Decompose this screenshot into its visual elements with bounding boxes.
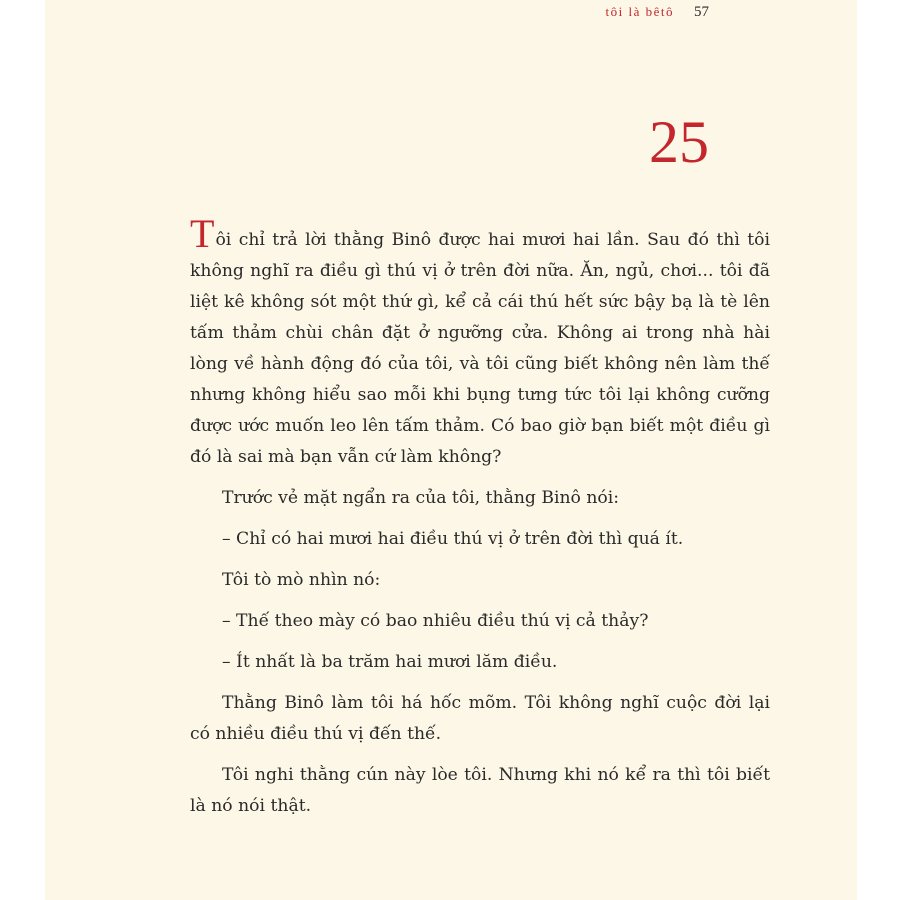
page-header [606,4,710,21]
page-number: 57 [694,4,709,20]
paragraph-1-text: ôi chỉ trả lời thằng Binô được hai mươi hai lần. Sau đó thì tôi không nghĩ ra điều gì thú vị ở trên đời nữa. Ăn, ngủ, chơi... tôi đã liệt kê không sót một thứ gì, kể cả cái thú hết sức bậy bạ là tè lên tấm thảm chùi chân đặt ở ngưỡng cửa. Không ai trong nhà hài lòng về hành động đó của tôi, và tôi cũng biết không nên làm thế nhưng không hiểu sao mỗi khi bụng tưng tức tôi lại không cưỡng được ước muốn leo lên tấm thảm. Có bao giờ bạn biết một điều gì đó là sai mà bạn vẫn cứ làm không? [190,230,770,467]
drop-cap: T [190,211,215,256]
paragraph-1 [190,211,770,473]
book-page [45,0,857,900]
paragraph-7: Thằng Binô làm tôi há hốc mõm. Tôi không nghĩ cuộc đời lại có nhiều điều thú vị đến thế. [190,693,770,744]
dialogue-line: – Chỉ có hai mươi hai điều thú vị ở trên đời thì quá ít. [222,529,684,549]
running-head: tôi là bêtô [605,4,674,19]
dialogue-line: – Thế theo mày có bao nhiêu điều thú vị cả thảy? [222,611,649,631]
chapter-body [190,211,770,832]
paragraph-8: Tôi nghi thằng cún này lòe tôi. Nhưng khi nó kể ra thì tôi biết là nó nói thật. [190,765,770,816]
paragraph-4: Tôi tò mò nhìn nó: [222,570,381,590]
chapter-number: 25 [649,109,709,175]
paragraph-2: Trước vẻ mặt ngẩn ra của tôi, thằng Binô nói: [222,488,620,508]
dialogue-line: – Ít nhất là ba trăm hai mươi lăm điều. [222,652,558,672]
